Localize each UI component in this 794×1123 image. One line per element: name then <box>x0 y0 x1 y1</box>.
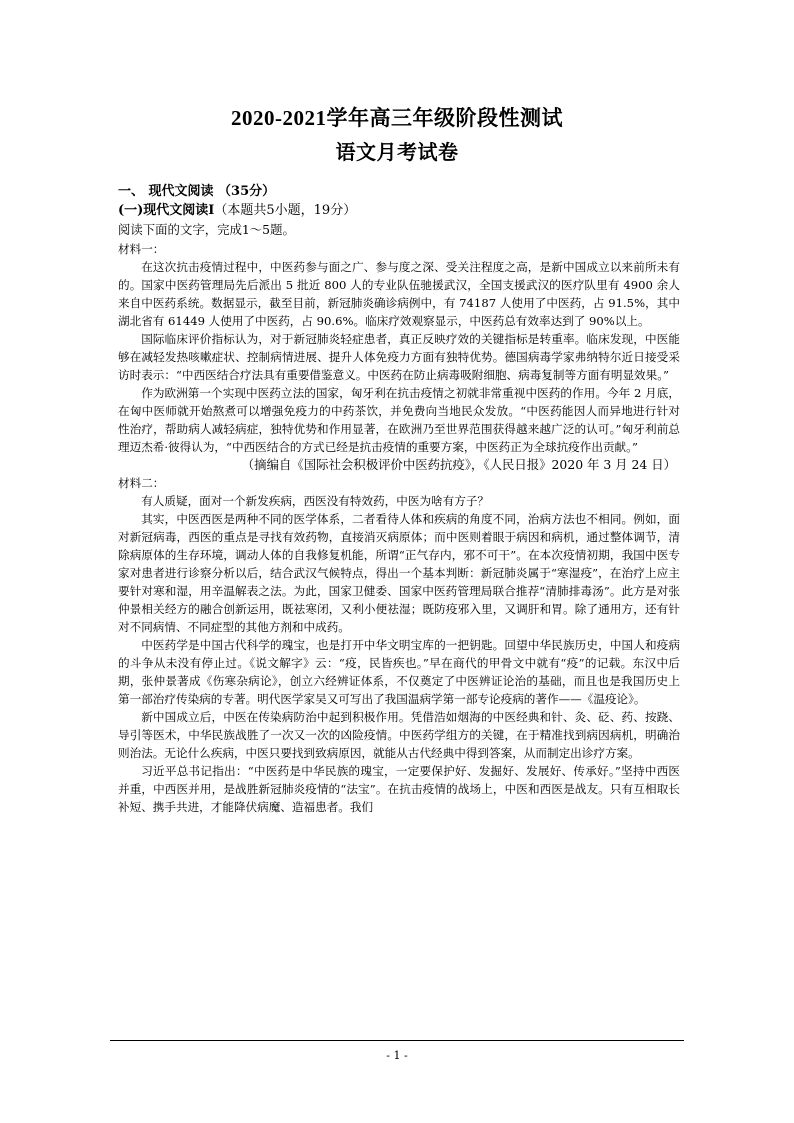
reading-instruction: 阅读下面的文字，完成1～5题。 <box>118 222 295 237</box>
material1-label: 材料一： <box>118 242 165 256</box>
exam-subtitle: 语文月考试卷 <box>335 142 459 164</box>
part-note: （本题共5小题，19分） <box>214 203 357 218</box>
section-heading: 一、 现代文阅读 （35分） <box>118 184 276 199</box>
material2-paragraph: 有人质疑，面对一个新发疾病，西医没有特效药，中医为啥有方子？ <box>141 494 490 508</box>
material1-paragraph: 作为欧洲第一个实现中医药立法的国家，匈牙利在抗击疫情之初就非常重视中医药的作用。今年 2 月底，在匈中医师就开始熬煮可以增强免疫力的中药茶饮，并免费向当地民众发放。“中医药能因人而异地进行针对性治疗，帮助病人减轻病症，独特优势和作用显著，在欧洲乃至世界范围获得越来越广泛的认可。”匈牙利前总理迈杰希·彼得认为，“中西医结合的方式已经是抗击疫情的重要方案，中医药正为全球抗疫作出贡献。” <box>118 386 680 454</box>
material2-label: 材料二： <box>118 476 165 490</box>
material2-paragraph: 中医药学是中国古代科学的瑰宝，也是打开中华文明宝库的一把钥匙。回望中华民族历史，中国人和疫病的斗争从未没有停止过。《说文解字》云：“疫，民皆疾也。”早在商代的甲骨文中就有“疫”的记载。东汉中后期，张仲景著成《伤寒杂病论》，创立六经辨证体系，不仅奠定了中医辨证论治的基础，而且也是我国历史上第一部治疗传染病的专著。明代医学家吴又可写出了我国温病学第一部专论疫病的著作——《温疫论》。 <box>118 638 680 706</box>
material2-paragraph: 其实，中医西医是两种不同的医学体系，二者看待人体和疾病的角度不同，治病方法也不相同。例如，面对新冠病毒，西医的重点是寻找有效药物，直接消灭病原体；而中医则着眼于病因和病机，通过整体调节，清除病原体的生存环境，调动人体的自我修复机能，所谓“正气存内，邪不可干”。在本次疫情初期，我国中医专家对患者进行诊察分析以后，结合武汉气候特点，得出一个基本判断：新冠肺炎属于“寒湿疫”，在治疗上应主要针对寒和湿，用辛温解表之法。为此，国家卫健委、国家中医药管理局联合推荐“清肺排毒汤”。此方是对张仲景相关经方的融合创新运用，既祛寒闭，又利小便祛湿；既防疫邪入里，又调肝和胃。除了通用方，还有针对不同病情、不同症型的其他方剂和中成药。 <box>118 512 680 634</box>
exam-title: 2020-2021学年高三年级阶段性测试 <box>231 106 563 130</box>
page-number: - 1 - <box>386 1049 408 1062</box>
material1-source: （摘编自《国际社会积极评价中医药抗疫》，《人民日报》2020 年 3 月 24 日） <box>241 457 676 472</box>
material2-paragraph: 习近平总书记指出：“中医药是中华民族的瑰宝，一定要保护好、发掘好、发展好、传承好。”坚持中西医并重，中西医并用，是战胜新冠肺炎疫情的“法宝”。在抗击疫情的战场上，中医和西医是战友。只有互相取长补短、携手共进，才能降伏病魔、造福患者。我们 <box>118 764 680 814</box>
part-title: (一)现代文阅读Ⅰ <box>118 203 215 218</box>
footer-divider <box>110 1040 684 1041</box>
material1-paragraph: 在这次抗击疫情过程中，中医药参与面之广、参与度之深、受关注程度之高，是新中国成立以来前所未有的。国家中医药管理局先后派出 5 批近 800 人的专业队伍驰援武汉，全国支援武汉的医疗队里有 4900 余人来自中医药系统。数据显示，截至目前，新冠肺炎确诊病例中，有 74187 人使用了中医药，占 91.5%，其中湖北省有 61449 人使用了中医药，占 90.6%。临床疗效观察显示，中医药总有效率达到了 90%以上。 <box>118 260 680 328</box>
passage <box>118 240 680 816</box>
part-heading <box>118 202 356 220</box>
material1-paragraph: 国际临床评价指标认为，对于新冠肺炎轻症患者，真正反映疗效的关键指标是转重率。临床发现，中医能够在减轻发热咳嗽症状、控制病情进展、提升人体免疫力方面有独特优势。德国病毒学家弗纳特尔近日接受采访时表示：“中西医结合疗法具有重要借鉴意义。中医药在防止病毒吸附细胞、病毒复制等方面有明显效果。” <box>118 332 680 382</box>
material2-paragraph: 新中国成立后，中医在传染病防治中起到积极作用。凭借浩如烟海的中医经典和针、灸、砭、药、按跷、导引等医术，中华民族战胜了一次又一次的凶险疫情。中医药学组方的关键，在于精准找到病因病机，明确治则治法。无论什么疾病，中医只要找到致病原因，就能从古代经典中得到答案，从而制定出诊疗方案。 <box>118 710 680 760</box>
